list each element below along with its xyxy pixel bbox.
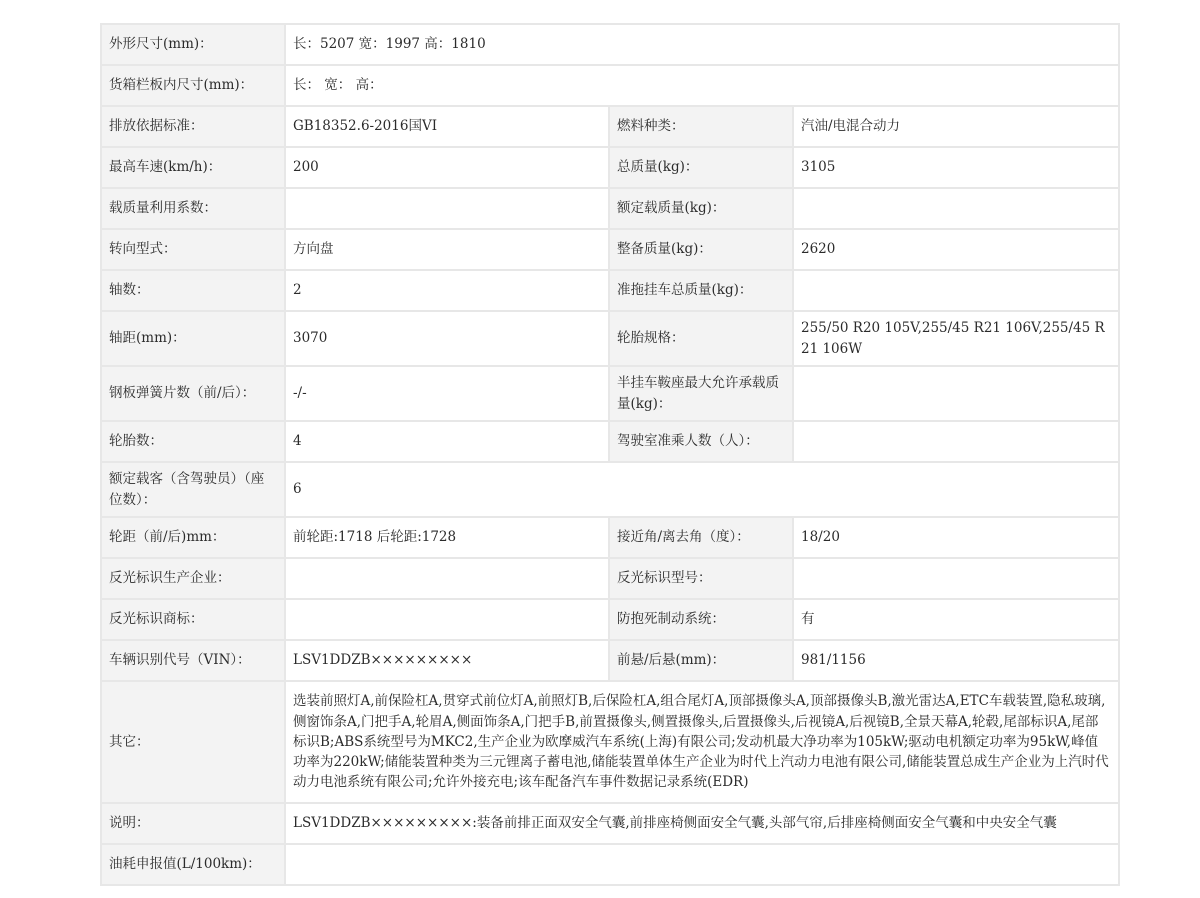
spec-label: 反光标识生产企业： <box>101 558 285 599</box>
spec-row-reflector-brand-abs <box>101 599 1119 640</box>
spec-label: 驾驶室准乘人数（人）： <box>609 421 793 462</box>
spec-label: 外形尺寸(mm)： <box>101 24 285 65</box>
spec-value: GB18352.6-2016国VI <box>285 106 609 147</box>
spec-value: 有 <box>793 599 1119 640</box>
spec-value: 选装前照灯A,前保险杠A,贯穿式前位灯A,前照灯B,后保险杠A,组合尾灯A,顶部摄像头A,顶部摄像头B,激光雷达A,ETC车载装置,隐私玻璃,侧窗饰条A,门把手A,轮眉A,侧面饰条A,门把手B,前置摄像头,侧置摄像头,后置摄像头,后视镜A,后视镜B,全景天幕A,轮毂,尾部标识A,尾部标识B;ABS系统型号为MKC2,生产企业为欧摩威汽车系统(上海)有限公司;发动机最大净功率为105kW;驱动电机额定功率为95kW,峰值功率为220kW;储能装置种类为三元锂离子蓄电池,储能装置单体生产企业为时代上汽动力电池有限公司,储能装置总成生产企业为上汽时代动力电池系统有限公司;允许外接充电;该车配备汽车事件数据记录系统(EDR) <box>285 681 1119 803</box>
spec-row-emission-fuel <box>101 106 1119 147</box>
spec-row-speed-mass <box>101 147 1119 188</box>
spec-label: 额定载客（含驾驶员）（座位数）： <box>101 462 285 517</box>
spec-row-load-factor <box>101 188 1119 229</box>
spec-label: 反光标识商标： <box>101 599 285 640</box>
spec-label: 排放依据标准： <box>101 106 285 147</box>
spec-value <box>793 421 1119 462</box>
spec-label: 前悬/后悬(mm)： <box>609 640 793 681</box>
spec-label: 轮胎规格： <box>609 311 793 366</box>
spec-label: 反光标识型号： <box>609 558 793 599</box>
spec-label: 轴数： <box>101 270 285 311</box>
spec-value: LSV1DDZB×××××××××:装备前排正面双安全气囊,前排座椅侧面安全气囊,头部气帘,后排座椅侧面安全气囊和中央安全气囊 <box>285 803 1119 844</box>
spec-value: 3070 <box>285 311 609 366</box>
spec-value: 981/1156 <box>793 640 1119 681</box>
spec-row-overall-dimensions <box>101 24 1119 65</box>
spec-row-wheelbase-tires <box>101 311 1119 366</box>
spec-row-tire-count-cab <box>101 421 1119 462</box>
spec-label: 轮胎数： <box>101 421 285 462</box>
spec-value <box>793 558 1119 599</box>
spec-label: 总质量(kg)： <box>609 147 793 188</box>
spec-label: 最高车速(km/h)： <box>101 147 285 188</box>
spec-label: 半挂车鞍座最大允许承载质量(kg)： <box>609 366 793 421</box>
spec-label: 接近角/离去角（度）： <box>609 517 793 558</box>
spec-row-vin-overhang <box>101 640 1119 681</box>
spec-value: 长：5207 宽：1997 高：1810 <box>285 24 1119 65</box>
spec-label: 准拖挂车总质量(kg)： <box>609 270 793 311</box>
spec-label: 轴距(mm)： <box>101 311 285 366</box>
spec-label: 钢板弹簧片数（前/后）： <box>101 366 285 421</box>
spec-label: 轮距（前/后)mm： <box>101 517 285 558</box>
spec-label: 燃料种类： <box>609 106 793 147</box>
spec-value: 2620 <box>793 229 1119 270</box>
spec-value: 长： 宽： 高： <box>285 65 1119 106</box>
spec-label: 载质量利用系数： <box>101 188 285 229</box>
spec-value: 汽油/电混合动力 <box>793 106 1119 147</box>
spec-value: 255/50 R20 105V,255/45 R21 106V,255/45 R21 106W <box>793 311 1119 366</box>
spec-value: -/- <box>285 366 609 421</box>
spec-row-other <box>101 681 1119 803</box>
spec-value <box>285 844 1119 885</box>
spec-value: 3105 <box>793 147 1119 188</box>
spec-label: 油耗申报值(L/100km)： <box>101 844 285 885</box>
spec-value: LSV1DDZB××××××××× <box>285 640 609 681</box>
spec-value <box>793 270 1119 311</box>
spec-row-notes <box>101 803 1119 844</box>
spec-label: 其它： <box>101 681 285 803</box>
spec-value: 4 <box>285 421 609 462</box>
spec-row-reflector-maker <box>101 558 1119 599</box>
spec-table-body <box>101 24 1119 885</box>
spec-value: 2 <box>285 270 609 311</box>
spec-row-track-angles <box>101 517 1119 558</box>
spec-row-steering-curb-mass <box>101 229 1119 270</box>
spec-row-fuel-consumption <box>101 844 1119 885</box>
spec-value: 200 <box>285 147 609 188</box>
spec-row-cargo-box-dimensions <box>101 65 1119 106</box>
spec-value: 前轮距:1718 后轮距:1728 <box>285 517 609 558</box>
spec-value <box>793 188 1119 229</box>
spec-value <box>793 366 1119 421</box>
spec-row-leaf-springs-saddle <box>101 366 1119 421</box>
spec-label: 整备质量(kg)： <box>609 229 793 270</box>
spec-value <box>285 599 609 640</box>
spec-value: 6 <box>285 462 1119 517</box>
spec-label: 额定载质量(kg)： <box>609 188 793 229</box>
spec-value: 18/20 <box>793 517 1119 558</box>
spec-label: 说明： <box>101 803 285 844</box>
spec-label: 货箱栏板内尺寸(mm)： <box>101 65 285 106</box>
spec-label: 转向型式： <box>101 229 285 270</box>
spec-label: 车辆识别代号（VIN）： <box>101 640 285 681</box>
spec-row-axles-trailer <box>101 270 1119 311</box>
spec-value <box>285 558 609 599</box>
spec-value: 方向盘 <box>285 229 609 270</box>
spec-label: 防抱死制动系统： <box>609 599 793 640</box>
spec-value <box>285 188 609 229</box>
spec-row-seating <box>101 462 1119 517</box>
vehicle-spec-table <box>100 23 1120 886</box>
